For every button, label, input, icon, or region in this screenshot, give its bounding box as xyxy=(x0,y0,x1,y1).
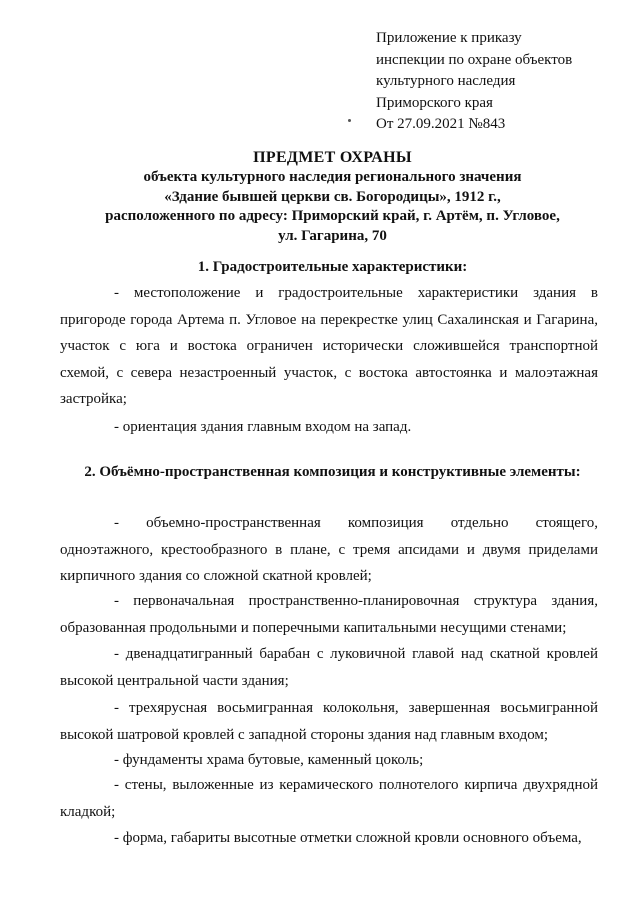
scan-speck xyxy=(348,119,351,122)
section-item: - фундаменты храма бутовые, каменный цоколь; xyxy=(114,752,424,768)
section-heading: 1. Градостроительные характеристики: xyxy=(197,259,468,275)
title-line: расположенного по адресу: Приморский край, г. Артём, п. Угловое, xyxy=(105,208,560,224)
section-item: - объемно-пространственная композиция отдельно стоящего, одноэтажного, крестообразного в плане, с тремя апсидами и двумя приделами кирпичного здания со сложной скатной кровлей; xyxy=(60,515,598,584)
section-item: - двенадцатигранный барабан с луковичной главой над скатной кровлей высокой центральной части здания; xyxy=(60,646,598,689)
section-item: - первоначальная пространственно-планировочная структура здания, образованная продольными и поперечными капитальными несущими стенами; xyxy=(60,593,598,636)
section-item: - форма, габариты высотные отметки сложной кровли основного объема, xyxy=(114,830,582,846)
section-item: - стены, выложенные из керамического полнотелого кирпича двухрядной кладкой; xyxy=(60,777,598,820)
section-item: - местоположение и градостроительные характеристики здания в пригороде города Артема п. Угловое на перекрестке улиц Сахалинская и Гагарина, участок с юга и востока ограничен исторически сложившейся транспортной схемой, с севера незастроенный участок, с востока автостоянка и малоэтажная застройка; xyxy=(60,285,598,407)
appendix-line: культурного наследия xyxy=(376,73,516,89)
document-title-block xyxy=(40,148,625,246)
document-title: ПРЕДМЕТ ОХРАНЫ xyxy=(253,149,412,166)
appendix-line: Приложение к приказу xyxy=(376,30,522,46)
appendix-line: инспекции по охране объектов xyxy=(376,51,573,68)
section-heading: 2. Объёмно-пространственная композиция и конструктивные элементы: xyxy=(84,464,581,480)
title-line: «Здание бывшей церкви св. Богородицы», 1912 г., xyxy=(164,188,501,205)
appendix-note xyxy=(376,28,626,136)
title-line: объекта культурного наследия регионального значения xyxy=(143,169,522,185)
section-item: - ориентация здания главным входом на запад. xyxy=(114,419,412,435)
appendix-line: Приморского края xyxy=(376,94,493,111)
section-item: - трехярусная восьмигранная колокольня, завершенная восьмигранной высокой шатровой кровлей с западной стороны здания над главным входом; xyxy=(60,700,598,743)
title-line: ул. Гагарина, 70 xyxy=(278,227,387,244)
appendix-date-line: От 27.09.2021 №843 xyxy=(376,116,506,132)
